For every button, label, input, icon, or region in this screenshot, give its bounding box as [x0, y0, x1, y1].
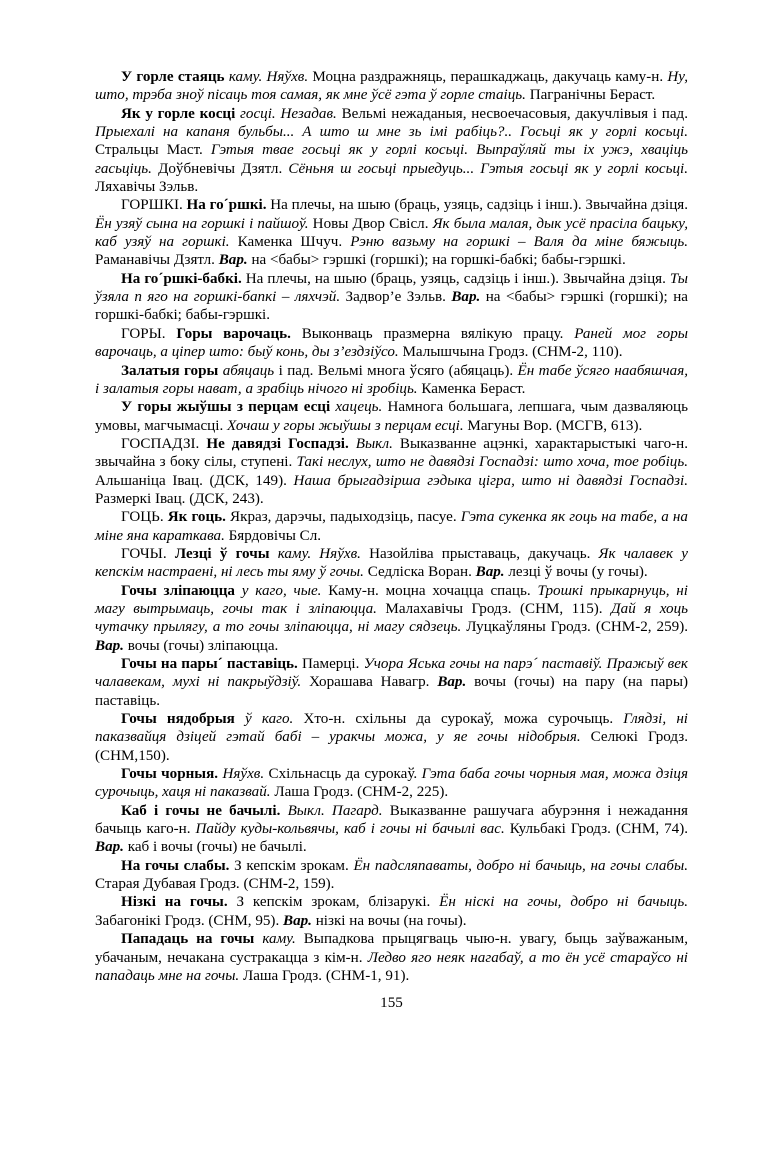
page-body	[95, 68, 688, 985]
dictionary-entry: ГОЦЬ. Як гоць. Якраз, дарэчы, падыходзіць, пасуе. Гэта сукенка як гоць на табе, а на міне яна караткава. Бярдовічы Сл.	[95, 509, 688, 544]
dictionary-entry: Гочы нядобрыя ў каго. Хто-н. схільны да сурокаў, можа сурочыць. Глядзі, ні паказвайця дзіцей гэтай бабі – уракчы можа, у яе гочы нідобрыя. Селюкі Гродз. (СНМ,150).	[95, 711, 688, 764]
dictionary-entry: Пападаць на гочы каму. Выпадкова прыцягваць чыю-н. увагу, быць заўважаным, убачаным, нечакана сустракацца з кім-н. Ледво яго неяк нагабаў, а то ён усё стараўсо ні пападаць мне на гочы. Лаша Гродз. (СНМ-1, 91).	[95, 931, 689, 984]
dictionary-entry: У горы жыўшы з перцам есці хацець. Намнога большага, лепшага, чым дазваляюць умовы, магчымасці. Хочаш у горы жыўшы з перцам есці. Магуны Вор. (МСГВ, 613).	[95, 399, 688, 434]
dictionary-entry: У горле стаяць каму. Няўхв. Моцна раздражняць, перашкаджаць, дакучаць каму-н. Ну, што, трэба зноў пісаць тоя самая, як мне ўсё гэта ў горле стаіць. Пагранічны Бераст.	[95, 69, 688, 104]
dictionary-entry: ГОЧЫ. Лезці ў гочы каму. Няўхв. Назойліва прыставаць, дакучаць. Як чалавек у кепскім настраені, ні лесь ты яму ў гочы. Седліска Воран. Вар. лезці ў вочы (у гочы).	[95, 545, 688, 581]
dictionary-entry: На гочы слабы. З кепскім зрокам. Ён падсляпаваты, добро ні бачыць, на гочы слабы. Старая Дубавая Гродз. (СНМ-2, 159).	[95, 857, 688, 893]
dictionary-entry: Гочы чорныя. Няўхв. Схільнасць да сурокаў. Гэта баба гочы чорныя мая, можа дзіця сурочыць, хаця ні паказвай. Лаша Гродз. (СНМ-2, 225).	[95, 766, 688, 801]
dictionary-entry: Гочы на пары´ паставіць. Памерці. Учора Яська гочы на парэ´ паставіў. Пражыў век чалавекам, мухі ні пакрыўдзіў. Хорашава Навагр. Вар. вочы (гочы) на пару (на пары) паставіць.	[95, 656, 689, 709]
dictionary-entry: Каб і гочы не бачылі. Выкл. Пагард. Выказванне рашучага абурэння і нежадання бачыць каго-н. Пайду куды-кольвячы, каб і гочы ні бачылі вас. Кульбакі Гродз. (СНМ, 74). Вар. каб і вочы (гочы) не бачылі.	[95, 802, 689, 856]
dictionary-entry: Залатыя горы абяцаць і пад. Вельмі многа ўсяго (абяцаць). Ён табе ўсяго наабяшчая, і залатыя горы нават, а зрабіць нічого ні зробіць. Каменка Бераст.	[95, 362, 688, 397]
dictionary-entry: На го´ршкі-бабкі. На плечы, на шыю (браць, узяць, садзіць і інш.). Звычайна дзіця. Ты ўзяла п яго на горшкі-бапкі – ляхчэй. Задвор’е Зэльв. Вар. на <бабы> гэршкі (горшкі); на горшкі-бабкі; бабы-гэршкі.	[95, 270, 688, 324]
dictionary-entry: Як у горле косці госці. Незадав. Вельмі нежаданыя, несвоечасовыя, дакучлівыя і пад. Прыехалі на капаня бульбы... А што ш мне зь імі рабіць?.. Госьці як у горлі косьці. Стральцы Маст. Гэтыя твае госьці як у горлі косьці. Выпраўляй ты іх ужэ, хваціць гасьціць. Доўбневічы Дзятл. Сёньня ш госьці прыедуць... Гэтыя госьці як у горлі косьці. Ляхавічы Зэльв.	[95, 105, 688, 196]
dictionary-entry: ГОСПАДЗІ. Не давядзі Госпадзі. Выкл. Выказванне ацэнкі, характарыстыкі чаго-н. звычайна з боку сілы, ступені. Такі неслух, што не давядзі Госпадзі: што хоча, тое робіць. Альшаніца Івац. (ДСК, 149). Наша брыгадзірша гэдыка цігра, што ні давядзі Госпадзі. Размеркі Івац. (ДСК, 243).	[95, 435, 688, 507]
dictionary-entry: ГОРЫ. Горы варочаць. Выконваць празмерна вялікую працу. Раней мог горы варочаць, а ціпер што: быў конь, ды з’ездзіўсо. Малышчына Гродз. (СНМ-2, 110).	[95, 325, 689, 361]
page-number: 155	[380, 995, 403, 1012]
dictionary-entry: Нізкі на гочы. З кепскім зрокам, блізарукі. Ён ніскі на гочы, добро ні бачыць. Забагонікі Гродз. (СНМ, 95). Вар. нізкі на вочы (на гочы).	[95, 894, 688, 929]
dictionary-entry: Гочы зліпаюцца у каго, чые. Каму-н. моцна хочацца спаць. Трошкі прыкарнуць, ні магу вытрымаць, гочы так і зліпаюцца. Малахавічы Гродз. (СНМ, 115). Дай я хоць чутачку прылягу, а то гочы зліпаюцца, ні магу сядзець. Луцкаўляны Гродз. (СНМ-2, 259). Вар. вочы (гочы) зліпаюцца.	[95, 582, 689, 654]
dictionary-entry: ГОРШКІ. На го´ршкі. На плечы, на шыю (браць, узяць, садзіць і інш.). Звычайна дзіця. Ён узяў сына на горшкі і пайшоў. Новы Двор Свісл. Як была малая, дык усё прасіла бацьку, каб узяў на горшкі. Каменка Шчуч. Рэню вазьму на горшкі – Валя да міне бяжыць. Раманавічы Дзятл. Вар. на <бабы> гэршкі (горшкі); на горшкі-бабкі; бабы-гэршкі.	[95, 197, 689, 269]
